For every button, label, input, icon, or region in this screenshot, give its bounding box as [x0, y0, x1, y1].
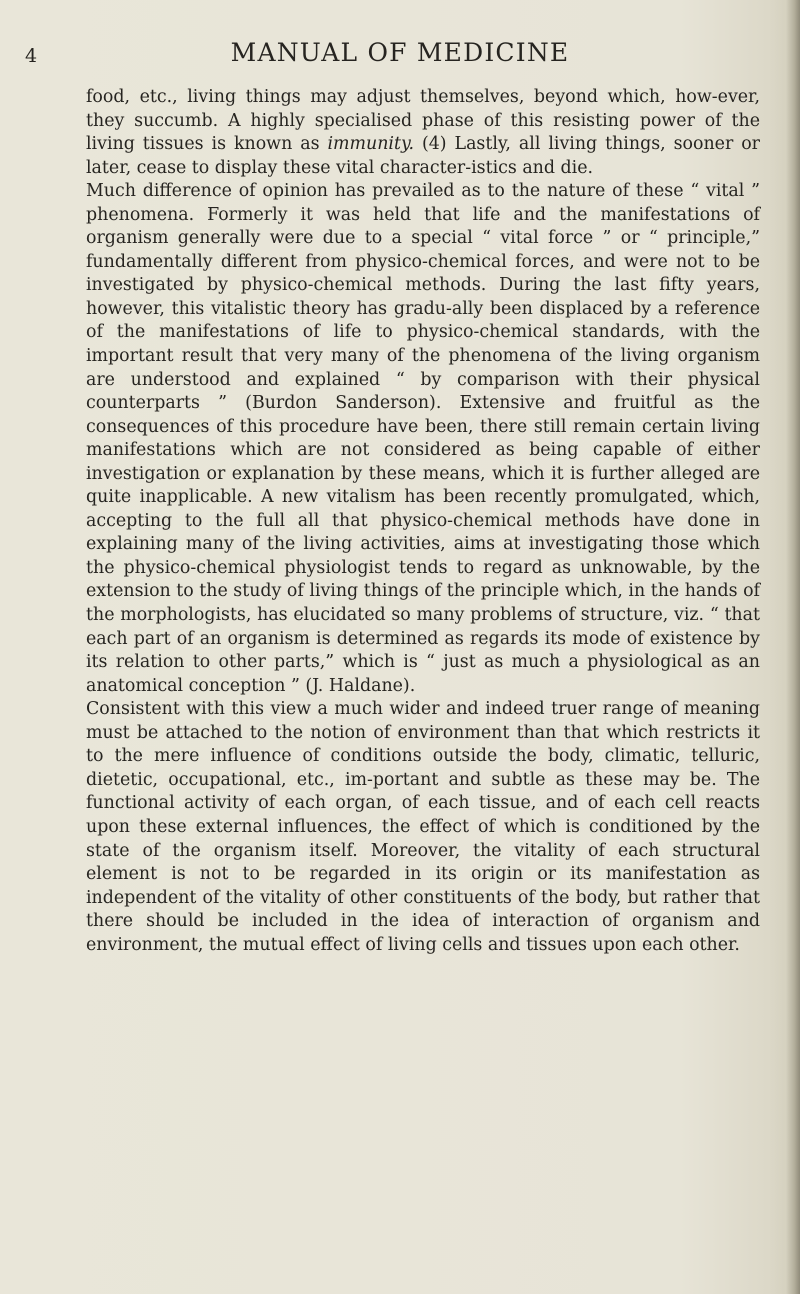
running-title: MANUAL OF MEDICINE [230, 38, 570, 67]
paragraph-1-text-after: (4) Lastly, all living things, sooner or later, cease to display these vital character-istics and die. [86, 134, 760, 178]
italic-term-immunity: immunity. [327, 134, 414, 155]
paragraph-1-text-before: food, etc., living things may adjust themselves, beyond which, how-ever, they succumb. A highly specialised phase of this resisting power of the living tissues is known as [86, 87, 760, 155]
paragraph-3: Consistent with this view a much wider and indeed truer range of meaning must be attached to the notion of environment than that which restricts it to the mere influence of conditions outside the body, climatic, telluric, dietetic, occupational, etc., im-portant and subtle as these may be. The functional activity of each organ, of each tissue, and of each cell reacts upon these external influences, the effect of which is conditioned by the state of the organism itself. Moreover, the vitality of each structural element is not to be regarded in its origin or its manifestation as independent of the vitality of other constituents of the body, but rather that there should be included in the idea of interaction of organism and environment, the mutual effect of living cells and tissues upon each other. [86, 699, 760, 955]
page-edge-shadow [786, 0, 800, 1294]
body-text [86, 86, 760, 957]
paragraph-2: Much difference of opinion has prevailed as to the nature of these “ vital ” phenomena. Formerly it was held that life and the manifestations of organism generally were due to a special “ vital force ” or “ principle,” fundamentally different from physico-chemical forces, and were not to be investigated by physico-chemical methods. During the last fifty years, however, this vitalistic theory has gradu-ally been displaced by a reference of the manifestations of life to physico-chemical standards, with the important result that very many of the phenomena of the living organism are understood and explained “ by comparison with their physical counterparts ” (Burdon Sanderson). Extensive and fruitful as the consequences of this procedure have been, there still remain certain living manifestations which are not considered as being capable of either investigation or explanation by these means, which it is further alleged are quite inapplicable. A new vitalism has been recently promulgated, which, accepting to the full all that physico-chemical methods have done in explaining many of the living activities, aims at investigating those which the physico-chemical physiologist tends to regard as unknowable, by the extension to the study of living things of the principle which, in the hands of the morphologists, has elucidated so many problems of structure, viz. “ that each part of an organism is determined as regards its mode of existence by its relation to other parts,” which is “ just as much a physiological as an anatomical conception ” (J. Haldane). [86, 181, 760, 696]
page-number: 4 [25, 45, 38, 67]
paragraph-1 [86, 86, 760, 180]
